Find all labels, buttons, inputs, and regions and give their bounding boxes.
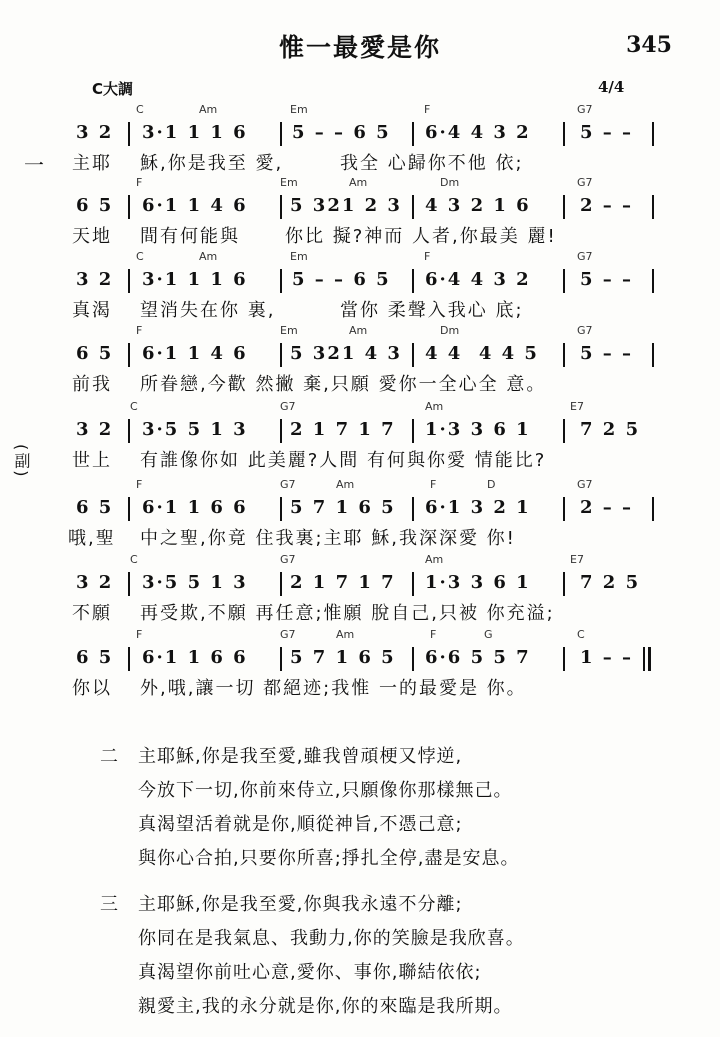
barline (280, 269, 282, 293)
chord-symbol: Dm (440, 324, 460, 337)
barline (412, 343, 414, 367)
chord-row (0, 400, 720, 414)
lyric-text: 你比 擬?神而 人者,你最美 麗! (285, 226, 557, 247)
barline (128, 343, 130, 367)
chord-symbol: Em (290, 250, 308, 263)
barline (128, 269, 130, 293)
chord-symbol: F (430, 478, 437, 491)
chord-row (0, 103, 720, 117)
measure-notes: 1·3 3 6 1 (425, 419, 531, 440)
measure-notes: 1 – – (580, 647, 634, 668)
measure-notes: 3·5 5 1 3 (142, 419, 248, 440)
measure-notes: 5 – – (580, 343, 634, 364)
chord-symbol: F (430, 628, 437, 641)
measure-notes: 6·4 4 3 2 (425, 269, 531, 290)
barline (412, 497, 414, 521)
stanza-line: 與你心合拍,只要你所喜;掙扎全停,盡是安息。 (138, 848, 520, 869)
barline (563, 269, 565, 293)
lyric-text: 世上 (72, 450, 112, 471)
notation-row (0, 191, 720, 221)
lyric-text: 所眷戀,今歡 然撇 棄,只願 愛你一全心全 意。 (140, 374, 547, 395)
barline (563, 195, 565, 219)
lyric-row (0, 446, 720, 472)
refrain-marker: (副) (12, 444, 31, 479)
barline (280, 647, 282, 671)
lyric-text: 哦,聖 (68, 528, 116, 549)
notation-row (0, 118, 720, 148)
measure-notes: 3·5 5 1 3 (142, 572, 248, 593)
measure-notes: 5 321 2 3 (290, 195, 402, 216)
notation-row (0, 643, 720, 673)
barline (412, 647, 414, 671)
barline (128, 572, 130, 596)
measure-notes: 1·3 3 6 1 (425, 572, 531, 593)
measure-notes: 6·1 1 4 6 (142, 195, 248, 216)
barline (563, 497, 565, 521)
barline (412, 572, 414, 596)
lyric-row (0, 524, 720, 550)
notation-row (0, 568, 720, 598)
barline (563, 122, 565, 146)
barline (652, 269, 654, 293)
measure-notes: 4 3 2 1 6 (425, 195, 531, 216)
lyric-row (0, 222, 720, 248)
lyric-text: 有誰像你如 此美麗?人間 有何與你愛 情能比? (140, 450, 547, 471)
stanza-line: 真渴望你前吐心意,愛你、事你,聯結依依; (138, 962, 482, 983)
chord-symbol: Am (425, 400, 444, 413)
barline (128, 122, 130, 146)
chord-symbol: G7 (577, 176, 593, 189)
chord-symbol: E7 (570, 400, 584, 413)
measure-notes: 5 7 1 6 5 (290, 497, 396, 518)
measure-notes: 3 2 (76, 269, 114, 290)
barline (280, 572, 282, 596)
measure-notes: 5 – – (580, 122, 634, 143)
barline (280, 497, 282, 521)
notation-row (0, 415, 720, 445)
barline (563, 647, 565, 671)
lyric-row (0, 149, 720, 175)
chord-symbol: G7 (577, 478, 593, 491)
measure-notes: 6·4 4 3 2 (425, 122, 531, 143)
lyric-text: 主耶 (72, 153, 112, 174)
measure-notes: 4 4 4 4 5 (425, 343, 539, 364)
notation-row (0, 339, 720, 369)
measure-notes: 2 1 7 1 7 (290, 572, 396, 593)
score-system (0, 324, 720, 397)
chord-symbol: C (130, 400, 138, 413)
final-barline (648, 647, 651, 671)
chord-symbol: Em (280, 176, 298, 189)
chord-symbol: Am (425, 553, 444, 566)
score-system (0, 103, 720, 176)
lyric-text: 當你 柔聲入我心 底; (340, 300, 524, 321)
chord-symbol: F (136, 628, 143, 641)
chord-symbol: C (136, 250, 144, 263)
measure-notes: 7 2 5 (580, 419, 641, 440)
chord-symbol: Em (290, 103, 308, 116)
chord-row (0, 250, 720, 264)
score-system (0, 250, 720, 323)
barline (128, 647, 130, 671)
chord-row (0, 553, 720, 567)
stanza-line: 你同在是我氣息、我動力,你的笑臉是我欣喜。 (138, 928, 525, 949)
barline (280, 195, 282, 219)
barline (412, 195, 414, 219)
chord-symbol: G7 (280, 553, 296, 566)
measure-notes: 5 7 1 6 5 (290, 647, 396, 668)
barline (652, 343, 654, 367)
stanza-block (0, 890, 720, 1030)
measure-notes: 3 2 (76, 572, 114, 593)
chord-symbol: F (136, 478, 143, 491)
lyric-text: 我全 心歸你不他 依; (340, 153, 524, 174)
lyric-text: 你以 (72, 678, 112, 699)
lyric-text: 天地 (72, 226, 112, 247)
score-system (0, 478, 720, 551)
chord-symbol: G7 (280, 628, 296, 641)
lyric-row (0, 674, 720, 700)
barline (128, 497, 130, 521)
notation-row (0, 265, 720, 295)
chord-row (0, 628, 720, 642)
chord-symbol: Am (199, 103, 218, 116)
barline (412, 419, 414, 443)
measure-notes: 3 2 (76, 122, 114, 143)
stanza-line: 主耶穌,你是我至愛,你與我永遠不分離; (138, 894, 463, 915)
lyric-text: 真渴 (72, 300, 112, 321)
stanza-block (0, 742, 720, 882)
score-system (0, 400, 720, 473)
stanza-line: 真渴望活着就是你,順從神旨,不憑己意; (138, 814, 463, 835)
verse-marker: 一 (24, 153, 46, 177)
notation-row (0, 493, 720, 523)
lyric-text: 前我 (72, 374, 112, 395)
measure-notes: 2 1 7 1 7 (290, 419, 396, 440)
barline (412, 122, 414, 146)
stanza-line: 親愛主,我的永分就是你,你的來臨是我所期。 (138, 996, 513, 1017)
chord-symbol: G7 (577, 103, 593, 116)
final-barline-thin (643, 647, 645, 671)
chord-row (0, 478, 720, 492)
chord-symbol: G7 (577, 250, 593, 263)
measure-notes: 3 2 (76, 419, 114, 440)
chord-symbol: C (130, 553, 138, 566)
measure-notes: 6 5 (76, 497, 114, 518)
chord-symbol: G7 (280, 400, 296, 413)
chord-symbol: C (136, 103, 144, 116)
barline (280, 419, 282, 443)
chord-symbol: G7 (280, 478, 296, 491)
measure-notes: 2 – – (580, 195, 634, 216)
barline (563, 572, 565, 596)
measure-notes: 6·1 1 6 6 (142, 647, 248, 668)
chord-symbol: G (484, 628, 493, 641)
lyric-row (0, 599, 720, 625)
measure-notes: 6·1 1 6 6 (142, 497, 248, 518)
chord-symbol: F (424, 103, 431, 116)
chord-symbol: Am (349, 176, 368, 189)
barline (652, 195, 654, 219)
chord-symbol: Dm (440, 176, 460, 189)
lyric-text: 再受欺,不願 再任意;惟願 脫自己,只被 你充溢; (140, 603, 555, 624)
measure-notes: 6·1 3 2 1 (425, 497, 531, 518)
barline (280, 122, 282, 146)
lyric-text: 不願 (72, 603, 112, 624)
key-signature: C大調 (92, 80, 134, 98)
barline (563, 343, 565, 367)
measure-notes: 6·1 1 4 6 (142, 343, 248, 364)
barline (563, 419, 565, 443)
lyric-row (0, 370, 720, 396)
chord-symbol: Am (199, 250, 218, 263)
measure-notes: 6·6 5 5 7 (425, 647, 531, 668)
measure-notes: 3·1 1 1 6 (142, 122, 248, 143)
chord-symbol: Am (336, 628, 355, 641)
measure-notes: 3·1 1 1 6 (142, 269, 248, 290)
measure-notes: 6 5 (76, 647, 114, 668)
chord-symbol: Am (336, 478, 355, 491)
barline (280, 343, 282, 367)
stanza-line: 主耶穌,你是我至愛,雖我曾頑梗又悖逆, (138, 746, 463, 767)
score-system (0, 628, 720, 701)
chord-symbol: D (487, 478, 496, 491)
chord-symbol: C (577, 628, 585, 641)
chord-row (0, 176, 720, 190)
measure-notes: 5 – – 6 5 (292, 269, 391, 290)
chord-symbol: G7 (577, 324, 593, 337)
measure-notes: 5 321 4 3 (290, 343, 402, 364)
chord-symbol: Am (349, 324, 368, 337)
measure-notes: 2 – – (580, 497, 634, 518)
lyric-text: 望消失在你 裏, (140, 300, 276, 321)
barline (412, 269, 414, 293)
measure-notes: 6 5 (76, 195, 114, 216)
measure-notes: 6 5 (76, 343, 114, 364)
stanza-line: 今放下一切,你前來侍立,只願像你那樣無己。 (138, 780, 513, 801)
barline (652, 122, 654, 146)
hymn-title: 惟一最愛是你 (278, 33, 441, 62)
lyric-text: 穌,你是我至 愛, (140, 153, 284, 174)
chord-symbol: Em (280, 324, 298, 337)
hymn-number: 345 (626, 32, 672, 58)
lyric-row (0, 296, 720, 322)
lyric-text: 間有何能與 (140, 226, 240, 247)
stanza-number: 三 (100, 894, 118, 915)
lyric-text: 中之聖,你竟 住我裏;主耶 穌,我深深愛 你! (140, 528, 516, 549)
measure-notes: 7 2 5 (580, 572, 641, 593)
barline (128, 419, 130, 443)
chord-row (0, 324, 720, 338)
barline (128, 195, 130, 219)
chord-symbol: E7 (570, 553, 584, 566)
measure-notes: 5 – – (580, 269, 634, 290)
chord-symbol: F (424, 250, 431, 263)
chord-symbol: F (136, 324, 143, 337)
score-system (0, 553, 720, 626)
chord-symbol: F (136, 176, 143, 189)
stanza-number: 二 (100, 746, 118, 767)
measure-notes: 5 – – 6 5 (292, 122, 391, 143)
lyric-text: 外,哦,讓一切 都絕迹;我惟 一的最愛是 你。 (140, 678, 527, 699)
barline (652, 497, 654, 521)
score-system (0, 176, 720, 249)
time-signature: 4/4 (598, 78, 625, 96)
